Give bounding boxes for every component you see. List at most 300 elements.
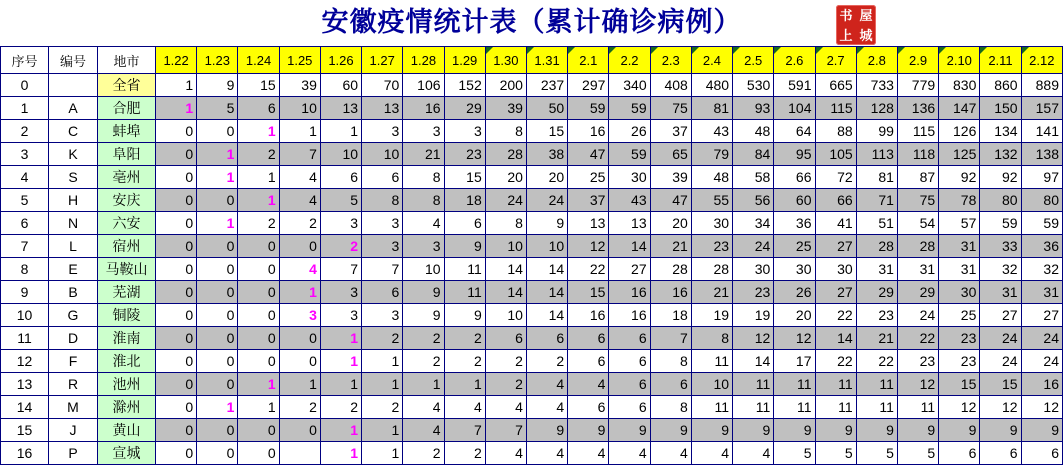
value-cell[interactable]: 11 (856, 396, 897, 419)
value-cell[interactable]: 14 (733, 350, 774, 373)
value-cell[interactable]: 3 (403, 235, 444, 258)
value-cell[interactable]: 14 (526, 281, 567, 304)
value-cell[interactable]: 11 (856, 373, 897, 396)
value-cell[interactable]: 16 (609, 281, 650, 304)
row-index-cell[interactable]: 9 (1, 281, 49, 304)
value-cell[interactable]: 78 (939, 189, 980, 212)
value-cell[interactable]: 27 (980, 304, 1021, 327)
value-cell[interactable]: 4 (403, 419, 444, 442)
value-cell[interactable]: 0 (279, 235, 320, 258)
value-cell[interactable]: 29 (856, 281, 897, 304)
value-cell[interactable]: 16 (650, 281, 691, 304)
value-cell[interactable]: 297 (568, 74, 609, 97)
value-cell[interactable]: 6 (609, 396, 650, 419)
value-cell[interactable]: 48 (733, 120, 774, 143)
value-cell[interactable]: 9 (526, 419, 567, 442)
value-cell[interactable]: 31 (939, 258, 980, 281)
city-name-cell[interactable]: 宣城 (98, 442, 156, 465)
row-index-cell[interactable]: 7 (1, 235, 49, 258)
value-cell[interactable]: 530 (733, 74, 774, 97)
value-cell[interactable]: 24 (526, 189, 567, 212)
value-cell[interactable]: 9 (733, 419, 774, 442)
value-cell[interactable]: 41 (815, 212, 856, 235)
value-cell[interactable]: 28 (485, 143, 526, 166)
city-name-cell[interactable]: 亳州 (98, 166, 156, 189)
value-cell[interactable]: 105 (815, 143, 856, 166)
value-cell[interactable]: 3 (362, 120, 403, 143)
value-cell[interactable]: 26 (609, 120, 650, 143)
value-cell[interactable]: 10 (485, 304, 526, 327)
value-cell[interactable]: 6 (526, 327, 567, 350)
value-cell[interactable]: 0 (279, 350, 320, 373)
value-cell[interactable]: 0 (156, 120, 197, 143)
value-cell[interactable]: 21 (650, 235, 691, 258)
value-cell[interactable]: 6 (1021, 442, 1062, 465)
value-cell[interactable]: 36 (774, 212, 815, 235)
value-cell[interactable]: 4 (526, 442, 567, 465)
city-code-cell[interactable]: K (49, 143, 98, 166)
city-code-cell[interactable]: J (49, 419, 98, 442)
value-cell[interactable]: 71 (856, 189, 897, 212)
value-cell[interactable]: 60 (320, 74, 361, 97)
value-cell[interactable]: 665 (815, 74, 856, 97)
city-name-cell[interactable]: 马鞍山 (98, 258, 156, 281)
value-cell[interactable]: 0 (197, 120, 238, 143)
value-cell[interactable]: 87 (897, 166, 938, 189)
value-cell[interactable]: 0 (238, 235, 279, 258)
date-header-cell[interactable]: 1.24 (238, 47, 279, 74)
date-header-cell[interactable]: 1.26 (320, 47, 361, 74)
row-index-cell[interactable]: 8 (1, 258, 49, 281)
value-cell[interactable]: 19 (733, 304, 774, 327)
city-code-cell[interactable]: N (49, 212, 98, 235)
value-cell[interactable]: 1 (444, 373, 485, 396)
value-cell[interactable]: 6 (650, 373, 691, 396)
value-cell[interactable]: 20 (774, 304, 815, 327)
value-cell[interactable]: 9 (856, 419, 897, 442)
value-cell[interactable]: 11 (691, 350, 732, 373)
value-cell[interactable]: 12 (568, 235, 609, 258)
value-cell[interactable]: 4 (650, 442, 691, 465)
value-cell[interactable]: 11 (733, 396, 774, 419)
value-cell[interactable]: 6 (568, 396, 609, 419)
value-cell[interactable]: 25 (774, 235, 815, 258)
city-name-cell[interactable]: 黄山 (98, 419, 156, 442)
value-cell[interactable]: 2 (403, 442, 444, 465)
value-cell[interactable]: 30 (691, 212, 732, 235)
value-cell[interactable]: 23 (733, 281, 774, 304)
value-cell[interactable]: 1 (362, 442, 403, 465)
value-cell[interactable]: 9 (939, 419, 980, 442)
value-cell[interactable]: 0 (197, 373, 238, 396)
city-code-cell[interactable]: L (49, 235, 98, 258)
value-cell[interactable]: 6 (609, 373, 650, 396)
value-cell[interactable]: 0 (156, 235, 197, 258)
value-cell[interactable]: 3 (403, 120, 444, 143)
value-cell[interactable]: 23 (939, 350, 980, 373)
value-cell[interactable]: 3 (362, 304, 403, 327)
value-cell[interactable]: 132 (980, 143, 1021, 166)
value-cell[interactable]: 28 (897, 235, 938, 258)
value-cell[interactable]: 4 (403, 212, 444, 235)
value-cell[interactable]: 115 (815, 97, 856, 120)
value-cell[interactable]: 0 (156, 327, 197, 350)
value-cell[interactable]: 81 (856, 166, 897, 189)
value-cell[interactable]: 37 (650, 120, 691, 143)
value-cell[interactable]: 4 (526, 373, 567, 396)
value-cell[interactable]: 2 (320, 235, 361, 258)
value-cell[interactable]: 6 (980, 442, 1021, 465)
value-cell[interactable]: 3 (444, 120, 485, 143)
date-header-cell[interactable]: 2.5 (733, 47, 774, 74)
city-code-cell[interactable]: H (49, 189, 98, 212)
row-index-header[interactable]: 序号 (1, 47, 49, 74)
value-cell[interactable]: 4 (279, 189, 320, 212)
value-cell[interactable]: 7 (320, 258, 361, 281)
value-cell[interactable]: 31 (939, 235, 980, 258)
value-cell[interactable]: 1 (156, 97, 197, 120)
date-header-cell[interactable]: 1.23 (197, 47, 238, 74)
value-cell[interactable]: 9 (650, 419, 691, 442)
value-cell[interactable]: 7 (279, 143, 320, 166)
row-index-cell[interactable]: 14 (1, 396, 49, 419)
value-cell[interactable]: 43 (691, 120, 732, 143)
value-cell[interactable]: 8 (691, 327, 732, 350)
value-cell[interactable]: 57 (939, 212, 980, 235)
value-cell[interactable]: 2 (444, 350, 485, 373)
date-header-cell[interactable]: 2.8 (856, 47, 897, 74)
value-cell[interactable]: 104 (774, 97, 815, 120)
value-cell[interactable]: 23 (939, 327, 980, 350)
value-cell[interactable]: 4 (485, 396, 526, 419)
value-cell[interactable]: 23 (691, 235, 732, 258)
value-cell[interactable]: 4 (568, 442, 609, 465)
city-name-cell[interactable]: 池州 (98, 373, 156, 396)
value-cell[interactable]: 10 (526, 235, 567, 258)
city-code-cell[interactable]: M (49, 396, 98, 419)
value-cell[interactable]: 3 (362, 212, 403, 235)
value-cell[interactable]: 1 (362, 373, 403, 396)
value-cell[interactable]: 8 (485, 212, 526, 235)
city-name-header[interactable]: 地市 (98, 47, 156, 74)
city-name-cell[interactable]: 合肥 (98, 97, 156, 120)
value-cell[interactable]: 66 (774, 166, 815, 189)
value-cell[interactable]: 22 (815, 350, 856, 373)
value-cell[interactable]: 2 (526, 350, 567, 373)
value-cell[interactable]: 39 (650, 166, 691, 189)
value-cell[interactable]: 9 (197, 74, 238, 97)
value-cell[interactable]: 30 (733, 258, 774, 281)
value-cell[interactable]: 141 (1021, 120, 1062, 143)
date-header-cell[interactable]: 2.6 (774, 47, 815, 74)
value-cell[interactable]: 106 (403, 74, 444, 97)
value-cell[interactable]: 8 (650, 396, 691, 419)
value-cell[interactable]: 0 (238, 258, 279, 281)
value-cell[interactable]: 2 (485, 350, 526, 373)
value-cell[interactable]: 23 (897, 350, 938, 373)
value-cell[interactable]: 4 (733, 442, 774, 465)
value-cell[interactable]: 1 (362, 419, 403, 442)
value-cell[interactable]: 30 (774, 258, 815, 281)
value-cell[interactable]: 9 (568, 419, 609, 442)
value-cell[interactable]: 32 (1021, 258, 1062, 281)
value-cell[interactable]: 6 (568, 350, 609, 373)
value-cell[interactable]: 6 (485, 327, 526, 350)
value-cell[interactable]: 31 (1021, 281, 1062, 304)
value-cell[interactable]: 136 (897, 97, 938, 120)
value-cell[interactable]: 2 (485, 373, 526, 396)
value-cell[interactable]: 4 (568, 373, 609, 396)
value-cell[interactable]: 4 (691, 442, 732, 465)
value-cell[interactable]: 11 (774, 373, 815, 396)
value-cell[interactable]: 1 (238, 166, 279, 189)
value-cell[interactable]: 18 (444, 189, 485, 212)
city-name-cell[interactable]: 阜阳 (98, 143, 156, 166)
value-cell[interactable]: 9 (444, 304, 485, 327)
city-name-cell[interactable]: 淮南 (98, 327, 156, 350)
row-index-cell[interactable]: 12 (1, 350, 49, 373)
city-name-cell[interactable]: 全省 (98, 74, 156, 97)
value-cell[interactable]: 0 (197, 281, 238, 304)
value-cell[interactable]: 830 (939, 74, 980, 97)
date-header-cell[interactable]: 1.25 (279, 47, 320, 74)
value-cell[interactable]: 84 (733, 143, 774, 166)
value-cell[interactable]: 10 (691, 373, 732, 396)
value-cell[interactable]: 2 (403, 327, 444, 350)
value-cell[interactable]: 5 (197, 97, 238, 120)
value-cell[interactable]: 81 (691, 97, 732, 120)
date-header-cell[interactable]: 1.22 (156, 47, 197, 74)
value-cell[interactable]: 15 (568, 281, 609, 304)
date-header-cell[interactable]: 1.28 (403, 47, 444, 74)
value-cell[interactable]: 1 (197, 212, 238, 235)
value-cell[interactable]: 24 (980, 350, 1021, 373)
city-name-cell[interactable]: 蚌埠 (98, 120, 156, 143)
value-cell[interactable]: 17 (774, 350, 815, 373)
value-cell[interactable]: 0 (156, 442, 197, 465)
row-index-cell[interactable]: 15 (1, 419, 49, 442)
value-cell[interactable]: 54 (897, 212, 938, 235)
row-index-cell[interactable]: 5 (1, 189, 49, 212)
value-cell[interactable]: 10 (362, 143, 403, 166)
row-index-cell[interactable]: 10 (1, 304, 49, 327)
value-cell[interactable]: 13 (362, 97, 403, 120)
value-cell[interactable]: 79 (691, 143, 732, 166)
value-cell[interactable]: 7 (444, 419, 485, 442)
value-cell[interactable]: 8 (650, 350, 691, 373)
value-cell[interactable]: 0 (238, 419, 279, 442)
date-header-cell[interactable]: 2.11 (980, 47, 1021, 74)
value-cell[interactable]: 11 (444, 281, 485, 304)
value-cell[interactable]: 340 (609, 74, 650, 97)
value-cell[interactable]: 138 (1021, 143, 1062, 166)
value-cell[interactable]: 92 (939, 166, 980, 189)
value-cell[interactable]: 118 (897, 143, 938, 166)
value-cell[interactable]: 29 (444, 97, 485, 120)
row-index-cell[interactable]: 1 (1, 97, 49, 120)
value-cell[interactable]: 2 (279, 212, 320, 235)
value-cell[interactable]: 8 (485, 120, 526, 143)
value-cell[interactable]: 55 (691, 189, 732, 212)
value-cell[interactable]: 16 (568, 304, 609, 327)
value-cell[interactable]: 889 (1021, 74, 1062, 97)
value-cell[interactable]: 21 (403, 143, 444, 166)
value-cell[interactable]: 152 (444, 74, 485, 97)
value-cell[interactable]: 779 (897, 74, 938, 97)
value-cell[interactable]: 34 (733, 212, 774, 235)
value-cell[interactable]: 38 (526, 143, 567, 166)
value-cell[interactable]: 20 (526, 166, 567, 189)
value-cell[interactable]: 1 (197, 396, 238, 419)
value-cell[interactable]: 6 (238, 97, 279, 120)
value-cell[interactable]: 56 (733, 189, 774, 212)
value-cell[interactable]: 128 (856, 97, 897, 120)
value-cell[interactable]: 480 (691, 74, 732, 97)
value-cell[interactable]: 5 (856, 442, 897, 465)
value-cell[interactable]: 24 (485, 189, 526, 212)
date-header-cell[interactable]: 1.31 (526, 47, 567, 74)
value-cell[interactable]: 8 (403, 166, 444, 189)
value-cell[interactable]: 9 (897, 419, 938, 442)
value-cell[interactable]: 134 (980, 120, 1021, 143)
value-cell[interactable]: 125 (939, 143, 980, 166)
city-code-header[interactable]: 编号 (49, 47, 98, 74)
value-cell[interactable]: 1 (238, 373, 279, 396)
city-name-cell[interactable]: 铜陵 (98, 304, 156, 327)
value-cell[interactable]: 51 (856, 212, 897, 235)
value-cell[interactable]: 60 (774, 189, 815, 212)
value-cell[interactable]: 1 (320, 419, 361, 442)
value-cell[interactable]: 1 (279, 373, 320, 396)
value-cell[interactable]: 14 (526, 258, 567, 281)
value-cell[interactable]: 1 (320, 373, 361, 396)
value-cell[interactable]: 22 (856, 350, 897, 373)
value-cell[interactable]: 16 (609, 304, 650, 327)
value-cell[interactable]: 1 (238, 396, 279, 419)
date-header-cell[interactable]: 2.10 (939, 47, 980, 74)
city-code-cell[interactable]: G (49, 304, 98, 327)
value-cell[interactable]: 6 (609, 327, 650, 350)
value-cell[interactable]: 1 (320, 350, 361, 373)
value-cell[interactable]: 0 (156, 396, 197, 419)
value-cell[interactable]: 8 (403, 189, 444, 212)
date-header-cell[interactable]: 2.12 (1021, 47, 1062, 74)
value-cell[interactable]: 9 (444, 235, 485, 258)
value-cell[interactable]: 6 (568, 327, 609, 350)
value-cell[interactable]: 75 (897, 189, 938, 212)
value-cell[interactable]: 9 (403, 304, 444, 327)
value-cell[interactable]: 11 (691, 396, 732, 419)
value-cell[interactable]: 5 (815, 442, 856, 465)
value-cell[interactable]: 1 (279, 120, 320, 143)
value-cell[interactable]: 4 (485, 442, 526, 465)
value-cell[interactable]: 4 (403, 396, 444, 419)
value-cell[interactable]: 9 (815, 419, 856, 442)
value-cell[interactable]: 1 (320, 327, 361, 350)
value-cell[interactable]: 3 (362, 235, 403, 258)
value-cell[interactable]: 10 (485, 235, 526, 258)
value-cell[interactable]: 0 (156, 373, 197, 396)
value-cell[interactable]: 9 (526, 212, 567, 235)
city-code-cell[interactable]: A (49, 97, 98, 120)
value-cell[interactable]: 15 (526, 120, 567, 143)
value-cell[interactable]: 11 (897, 396, 938, 419)
date-header-cell[interactable]: 1.27 (362, 47, 403, 74)
value-cell[interactable]: 20 (485, 166, 526, 189)
value-cell[interactable]: 99 (856, 120, 897, 143)
value-cell[interactable]: 5 (774, 442, 815, 465)
value-cell[interactable]: 24 (733, 235, 774, 258)
value-cell[interactable]: 27 (815, 235, 856, 258)
value-cell[interactable]: 0 (238, 304, 279, 327)
value-cell[interactable]: 860 (980, 74, 1021, 97)
value-cell[interactable]: 0 (156, 304, 197, 327)
value-cell[interactable]: 95 (774, 143, 815, 166)
value-cell[interactable]: 27 (815, 281, 856, 304)
value-cell[interactable]: 43 (609, 189, 650, 212)
value-cell[interactable]: 0 (197, 327, 238, 350)
city-name-cell[interactable]: 淮北 (98, 350, 156, 373)
value-cell[interactable]: 7 (485, 419, 526, 442)
value-cell[interactable]: 1 (197, 143, 238, 166)
value-cell[interactable]: 22 (568, 258, 609, 281)
value-cell[interactable]: 7 (650, 327, 691, 350)
row-index-cell[interactable]: 4 (1, 166, 49, 189)
row-index-cell[interactable]: 2 (1, 120, 49, 143)
value-cell[interactable]: 59 (568, 97, 609, 120)
value-cell[interactable]: 1 (403, 373, 444, 396)
value-cell[interactable]: 11 (774, 396, 815, 419)
date-header-cell[interactable]: 2.4 (691, 47, 732, 74)
value-cell[interactable]: 13 (568, 212, 609, 235)
value-cell[interactable]: 2 (444, 442, 485, 465)
value-cell[interactable]: 39 (485, 97, 526, 120)
value-cell[interactable]: 59 (1021, 212, 1062, 235)
value-cell[interactable]: 8 (362, 189, 403, 212)
value-cell[interactable]: 6 (362, 166, 403, 189)
value-cell[interactable]: 24 (980, 327, 1021, 350)
value-cell[interactable]: 2 (238, 212, 279, 235)
value-cell[interactable]: 58 (733, 166, 774, 189)
city-code-cell[interactable] (49, 74, 98, 97)
value-cell[interactable]: 0 (238, 442, 279, 465)
value-cell[interactable]: 75 (650, 97, 691, 120)
value-cell[interactable]: 9 (1021, 419, 1062, 442)
value-cell[interactable]: 15 (238, 74, 279, 97)
value-cell[interactable]: 0 (156, 419, 197, 442)
date-header-cell[interactable]: 1.30 (485, 47, 526, 74)
value-cell[interactable]: 32 (980, 258, 1021, 281)
value-cell[interactable]: 11 (815, 373, 856, 396)
value-cell[interactable]: 4 (526, 396, 567, 419)
date-header-cell[interactable]: 2.3 (650, 47, 691, 74)
city-name-cell[interactable]: 滁州 (98, 396, 156, 419)
value-cell[interactable]: 0 (197, 419, 238, 442)
value-cell[interactable]: 47 (650, 189, 691, 212)
date-header-cell[interactable]: 2.7 (815, 47, 856, 74)
value-cell[interactable]: 0 (238, 281, 279, 304)
city-code-cell[interactable]: E (49, 258, 98, 281)
value-cell[interactable]: 1 (279, 281, 320, 304)
value-cell[interactable]: 70 (362, 74, 403, 97)
value-cell[interactable]: 28 (650, 258, 691, 281)
value-cell[interactable]: 26 (774, 281, 815, 304)
value-cell[interactable]: 0 (156, 212, 197, 235)
value-cell[interactable]: 12 (774, 327, 815, 350)
value-cell[interactable]: 11 (815, 396, 856, 419)
city-name-cell[interactable]: 宿州 (98, 235, 156, 258)
value-cell[interactable]: 1 (362, 350, 403, 373)
